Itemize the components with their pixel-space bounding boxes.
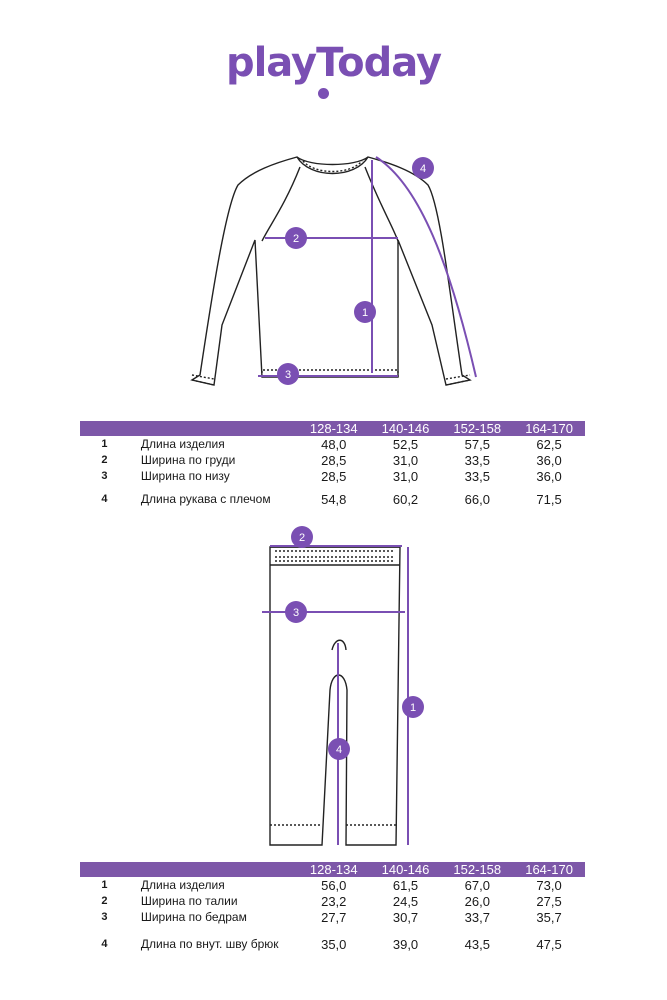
logo-dot [318, 88, 329, 99]
table-row: 3 Ширина по низу 28,5 31,0 33,5 36,0 [101, 468, 562, 484]
size-header: 164-170 [513, 421, 585, 436]
table-row: 1 Длина изделия 56,0 61,5 67,0 73,0 [101, 877, 562, 893]
shirt-table-header [80, 421, 585, 436]
table-row: 3 Ширина по бедрам 27,7 30,7 33,7 35,7 [101, 909, 562, 925]
size-header: 152-158 [441, 421, 513, 436]
table-row: 2 Ширина по талии 23,2 24,5 26,0 27,5 [101, 893, 562, 909]
pants-diagram [0, 525, 667, 855]
table-row: 4 Длина по внут. шву брюк 35,0 39,0 43,5 47,5 [101, 936, 562, 952]
shirt-marker-2 [285, 227, 307, 249]
size-header: 152-158 [441, 862, 513, 877]
svg-text:3: 3 [292, 607, 300, 619]
svg-text:1: 1 [361, 307, 369, 319]
table-row: 4 Длина рукава с плечом 54,8 60,2 66,0 71,5 [101, 491, 562, 507]
pants-marker-1 [402, 696, 424, 718]
table-row: 2 Ширина по груди 28,5 31,0 33,5 36,0 [101, 452, 562, 468]
svg-text:4: 4 [335, 744, 343, 756]
size-header: 128-134 [298, 862, 370, 877]
size-header: 140-146 [370, 421, 442, 436]
shirt-marker-3 [277, 363, 299, 385]
shirt-size-table [80, 421, 585, 514]
pants-marker-4 [328, 738, 350, 760]
svg-text:1: 1 [409, 702, 417, 714]
shirt-marker-4 [412, 157, 434, 179]
svg-text:2: 2 [292, 233, 300, 245]
size-header: 164-170 [513, 862, 585, 877]
pants-marker-3 [285, 601, 307, 623]
brand-logo: playToday [225, 40, 442, 86]
svg-text:2: 2 [298, 532, 306, 544]
pants-table-header [80, 862, 585, 877]
svg-text:3: 3 [284, 369, 292, 381]
pants-size-table [80, 862, 585, 963]
shirt-marker-1 [354, 301, 376, 323]
size-header: 140-146 [370, 862, 442, 877]
table-row: 1 Длина изделия 48,0 52,5 57,5 62,5 [101, 436, 562, 452]
svg-text:4: 4 [419, 163, 427, 175]
pants-marker-2 [291, 526, 313, 548]
size-header: 128-134 [298, 421, 370, 436]
